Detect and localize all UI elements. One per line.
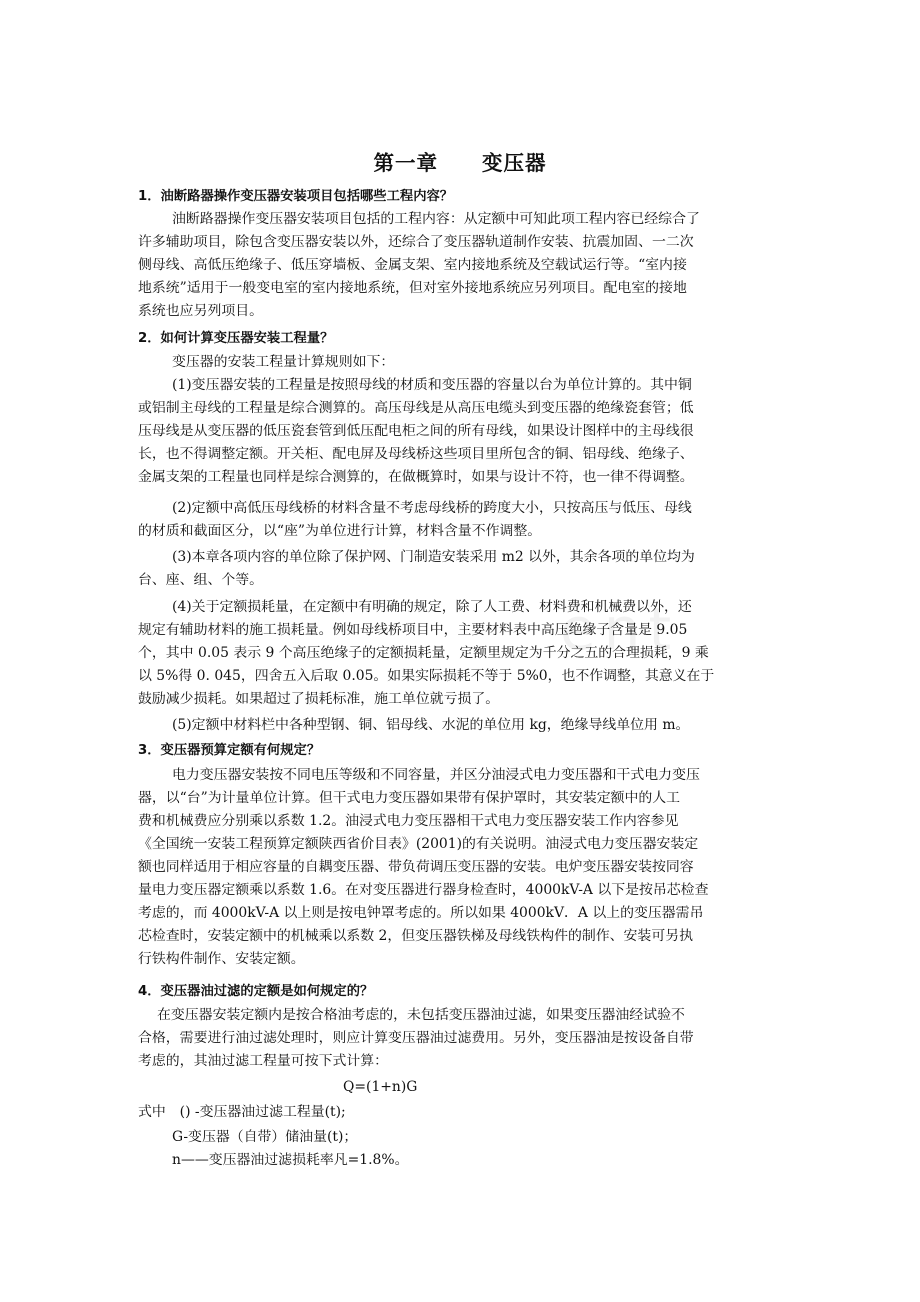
paragraph-line: 台、座、组、个等。 [138,572,264,588]
paragraph-line: (2)定额中高低压母线桥的材料含量不考虑母线桥的跨度大小，只按高压与低压、母线 [172,500,692,516]
question-heading: 1．油断路器操作变压器安装项目包括哪些工程内容？ [138,189,454,204]
paragraph-line: 压母线是从变压器的低压瓷套管到低压配电柜之间的所有母线，如果设计图样中的主母线很 [138,423,694,439]
paragraph-line: 油断路器操作变压器安装项目包括的工程内容：从定额中可知此项工程内容已经综合了 [172,211,700,227]
paragraph-line: 系统也应另列项目。 [138,303,264,319]
paragraph-line: 合格，需要进行油过滤处理时，则应计算变压器油过滤费用。另外，变压器油是按设备自带 [138,1030,694,1046]
paragraph-line: 在变压器安装定额内是按合格油考虑的，未包括变压器油过滤，如果变压器油经试验不 [157,1007,685,1023]
chapter-title [0,146,920,176]
paragraph-line: 考虑的，其油过滤工程量可按下式计算： [138,1053,389,1069]
formula: Q=(1+n)G [343,1079,418,1095]
formula-legend: G-变压器（自带）储油量(t)； [172,1129,358,1145]
paragraph-line: 量电力变压器定额乘以系数 1.6。在对变压器进行器身检查时，4000kV-A 以下是按吊芯检查 [138,882,709,898]
paragraph-line: (3)本章各项内容的单位除了保护网、门制造安装采用 m2 以外，其余各项的单位均为 [172,549,695,565]
paragraph-line: 芯检查时，安装定额中的机械乘以系数 2，但变压器铁梯及母线铁构件的制作、安装可另执 [138,928,693,944]
paragraph-line: 地系统”适用于一般变电室的室内接地系统，但对室外接地系统应另列项目。配电室的接地 [138,280,687,296]
paragraph-line: 额也同样适用于相应容量的自耦变压器、带负荷调压变压器的安装。电炉变压器安装按同容 [138,859,694,875]
paragraph-line: 个，其中 0.05 表示 9 个高压绝缘子的定额损耗量，定额里规定为千分之五的合理损耗，9 乘 [138,645,709,661]
paragraph-line: 器，以“台”为计量单位计算。但干式电力变压器如果带有保护罩时，其安装定额中的人工 [138,790,681,806]
paragraph-line: 的材质和截面区分，以“座”为单位进行计算，材料含量不作调整。 [138,523,542,539]
question-heading: 4．变压器油过滤的定额是如何规定的？ [138,984,374,999]
paragraph-line: (1)变压器安装的工程量是按照母线的材质和变压器的容量以台为单位计算的。其中铜 [172,377,692,393]
formula-legend: 式中 () -变压器油过滤工程量(t); [138,1104,346,1120]
paragraph-line: 金属支架的工程量也同样是综合测算的，在做概算时，如果与设计不符，也一律不得调整。 [138,469,694,485]
paragraph-line: 《全国统一安装工程预算定额陕西省价目表》(2001)的有关说明。油浸式电力变压器安装定 [138,836,699,852]
paragraph-line: 规定有辅助材料的施工损耗量。例如母线桥项目中，主要材料表中高压绝缘子含量是 9.05 [138,622,688,638]
chapter-number: 第一章 [373,151,438,175]
paragraph-line: 或铝制主母线的工程量是综合测算的。高压母线是从高压电缆头到变压器的绝缘瓷套管；低 [138,400,694,416]
paragraph-line: 费和机械费应分别乘以系数 1.2。油浸式电力变压器相干式电力变压器安装工作内容参见 [138,813,679,829]
paragraph-line: 鼓励减少损耗。如果超过了损耗标准，施工单位就亏损了。 [138,691,500,707]
watermark: ent [560,595,680,663]
paragraph-line: 以 5%得 0. 045，四舍五入后取 0.05。如果实际损耗不等于 5%0，也不作调整，其意义在于 [138,668,715,684]
chapter-name: 变压器 [482,151,547,175]
paragraph-line: 行铁构件制作、安装定额。 [138,951,305,967]
paragraph-line: 变压器的安装工程量计算规则如下： [172,354,395,370]
paragraph-line: 长，也不得调整定额。开关柜、配电屏及母线桥这些项目里所包含的铜、铝母线、绝缘子、 [138,446,694,462]
question-heading: 2．如何计算变压器安装工程量？ [138,331,334,346]
question-heading: 3．变压器预算定额有何规定？ [138,743,321,758]
paragraph-line: (5)定额中材料栏中各种型钢、铜、铝母线、水泥的单位用 kg，绝缘导线单位用 m。 [172,717,690,733]
paragraph-line: 侧母线、高低压绝缘子、低压穿墙板、金属支架、室内接地系统及空载试运行等。“室内接 [138,257,687,273]
paragraph-line: 电力变压器安装按不同电压等级和不同容量，并区分油浸式电力变压器和干式电力变压 [172,767,700,783]
formula-legend: n——变压器油过滤损耗率凡=1.8%。 [172,1152,409,1168]
paragraph-line: 考虑的，而 4000kV-A 以上则是按电钟罩考虑的。所以如果 4000kV．A 以上的变压器需吊 [138,905,704,921]
paragraph-line: 许多辅助项目，除包含变压器安装以外，还综合了变压器轨道制作安装、抗震加固、一二次 [138,234,694,250]
paragraph-line: (4)关于定额损耗量，在定额中有明确的规定，除了人工费、材料费和机械费以外，还 [172,599,692,615]
